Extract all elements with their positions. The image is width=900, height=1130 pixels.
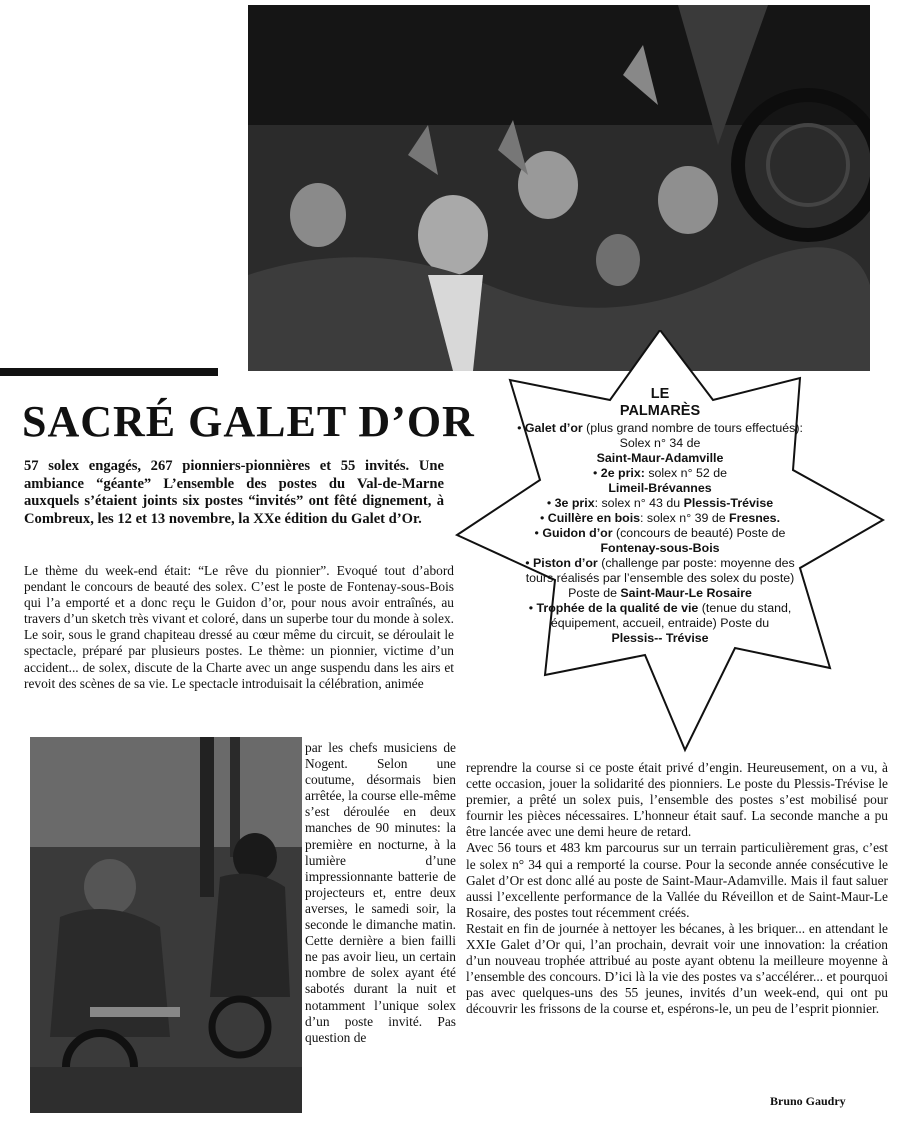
palmares-item: • 3e prix: solex n° 43 du Plessis-Trévise	[546, 496, 774, 510]
palmares-title: LE PALMARÈS	[619, 386, 701, 419]
palmares-item: • Trophée de la qualité de vie (tenue du stand, équipement, accueil, entraide) Poste du Plessis-- Trévise	[528, 601, 792, 645]
section-rule	[0, 368, 218, 376]
palmares-item: • Cuillère en bois: solex n° 39 de Fresnes.	[539, 511, 781, 525]
body-column-1: Le thème du week-end était: “Le rêve du pionnier”. Evoqué tout d’abord pendant le concours de beauté des solex. C’est le poste de Fontenay-sous-Bois qui l’a emporté et a donc reçu le Guidon d’or, pour nous avoir entraînés, au travers d’un sketch très vivant et coloré, dans un superbe tour du monde à solex. Le soir, sous le grand chapiteau dressé au cœur même du circuit, se déroulait le spectacle, préparé par plusieurs postes. Le thème: un pionnier, victime d’un accident... de solex, discute de la Charte avec un ange suspendu dans les airs et revoit des scènes de sa vie. Le spectacle introduisait la célébration, animée	[24, 563, 454, 691]
palmares-item: • Guidon d’or (concours de beauté) Poste de Fontenay-sous-Bois	[534, 526, 786, 555]
palmares-item: • Piston d’or (challenge par poste: moyenne des tours réalisés par l’ensemble des solex du poste) Poste de Saint-Maur-Le Rosaire	[525, 556, 795, 600]
article-lead: 57 solex engagés, 267 pionniers-pionnières et 55 invités. Une ambiance “géante” L’ensemble des postes du Val-de-Marne auxquels s’étaient joints six postes “invités” ont fêté dignement, à Combreux, les 12 et 13 novembre, la XXe édition du Galet d’Or.	[24, 458, 444, 527]
paragraph: reprendre la course si ce poste était privé d’engin. Heureusement, on a vu, à cette occasion, jouer la solidarité des pionniers. Le poste du Plessis-Trévise le premier, a prêté un solex puis, l’ensemble des postes s’est mobilisé pour fournir les pièces nécessaires. L’honneur était sauf. La seconde manche a pu être lancée avec une demi heure de retard.	[466, 760, 888, 840]
body-column-1-continued: par les chefs musiciens de Nogent. Selon une coutume, désormais bien arrêtée, la course elle-même s’est déroulée en deux manches de 90 minutes: la première en nocturne, à la lumière d’une impressionnante batterie de projecteurs et, entre deux averses, le samedi soir, la seconde le dimanche matin. Cette dernière a bien failli ne pas avoir lieu, un certain nombre de solex ayant été sabotés durant la nuit et notamment l’unique solex d’un poste invité. Pas question de	[305, 740, 456, 1045]
palmares-item: • Galet d’or (plus grand nombre de tours effectués): Solex n° 34 de Saint-Maur-Adamville	[517, 421, 803, 465]
crowd-photo	[248, 5, 870, 371]
article-headline: SACRÉ GALET D’OR	[22, 397, 475, 446]
palmares-item: • 2e prix: solex n° 52 de Limeil-Brévannes	[593, 466, 727, 495]
author-byline: Bruno Gaudry	[770, 1094, 846, 1108]
paragraph: Restait en fin de journée à nettoyer les bécanes, à les briquer... en attendant le XXIe Galet d’Or qui, l’an prochain, devrait voir une innovation: la création d’un nouveau trophée attribué au poste ayant obtenu la meilleure moyenne à l’ensemble des concours. D’ici là la vie des postes va s’accélérer... et pourquoi pas avec quelques-uns des 55 jeunes, invités d’un week-end, qui ont pu découvrir les frissons de la course et, espérons-le, un peu de l’esprit pionnier.	[466, 920, 888, 1017]
paragraph: Avec 56 tours et 483 km parcourus sur un terrain particulièrement gras, c’est le solex n° 34 qui a remporté la course. Pour la seconde année consécutive le Galet d’Or est donc allé au poste de Saint-Maur-Adamville. Mais il faut saluer aussi l’excellente performance de la Vallée du Réveillon et de Saint-Maur-Le Rosaire, des postes tout récemment créés.	[466, 840, 888, 920]
body-column-2	[466, 760, 888, 1018]
palmares-box	[510, 386, 810, 646]
solex-riders-photo	[30, 737, 302, 1113]
